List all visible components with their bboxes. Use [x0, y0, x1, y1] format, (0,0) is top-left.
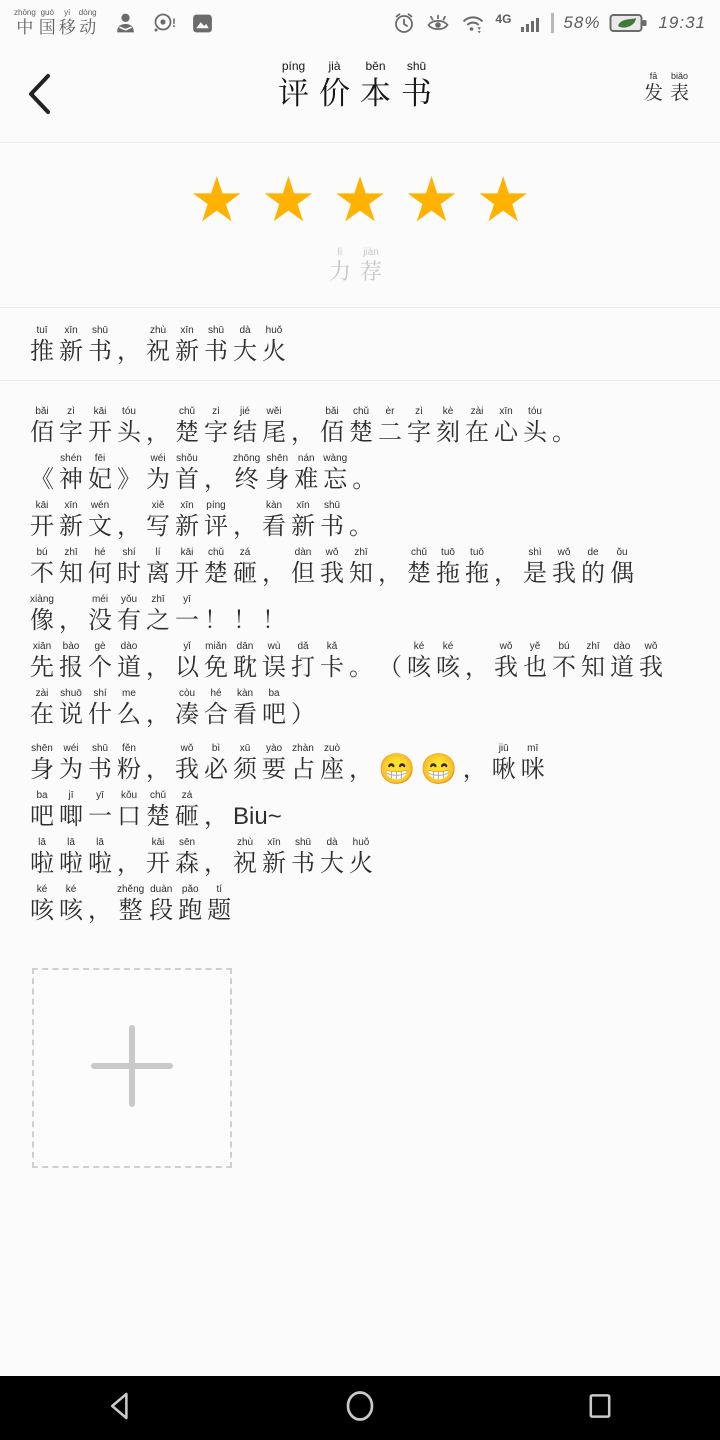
char-token: tuō 拖	[436, 547, 460, 587]
star-icon[interactable]: ★	[332, 166, 388, 235]
char-token: yī 一	[175, 594, 199, 634]
char-token: chǔ 楚	[204, 547, 228, 587]
char-token: còu 凑	[175, 688, 199, 728]
char-token: ，	[146, 756, 170, 783]
char-token: zhī 知	[59, 547, 83, 587]
star-icon[interactable]: ★	[189, 166, 245, 235]
char-token: ，	[117, 513, 141, 540]
nav-back-button[interactable]	[0, 1389, 240, 1428]
char-token: ，	[494, 560, 518, 587]
review-text-line	[30, 789, 696, 832]
star-icon[interactable]: ★	[260, 166, 317, 235]
char-token: 《	[30, 466, 54, 493]
char-token: zhù 祝	[146, 325, 170, 365]
char-token: tuō 拖	[465, 547, 489, 587]
gallery-icon	[190, 11, 215, 36]
char-token: gè 个	[88, 641, 112, 681]
char-token: mī 咪	[520, 743, 545, 783]
recents-square-icon	[583, 1389, 617, 1428]
char-token: 。	[552, 419, 576, 446]
char-token: ，	[465, 654, 489, 681]
char-token: kāi 开	[175, 547, 199, 587]
char-token: me 么	[117, 688, 141, 728]
char-token: yǐ 以	[175, 641, 199, 681]
char-token: lì 力	[328, 247, 351, 284]
android-nav-bar	[0, 1376, 720, 1440]
char-token: shū 书	[401, 59, 432, 111]
char-token: fěn 粉	[117, 743, 141, 783]
star-icon[interactable]: ★	[403, 166, 460, 235]
char-token: píng 评	[204, 500, 228, 540]
status-bar	[0, 0, 720, 46]
add-photo-button[interactable]	[32, 968, 232, 1168]
char-token: tóu 头	[523, 406, 547, 446]
char-token: zì 字	[59, 406, 83, 446]
home-circle-icon	[342, 1388, 378, 1429]
char-token: shǒu 首	[175, 453, 199, 493]
char-token: lā 啦	[88, 837, 112, 877]
char-token: ，	[146, 701, 170, 728]
char-token: wéi 为	[59, 743, 83, 783]
status-bar-right	[392, 11, 706, 35]
publish-button[interactable]	[644, 70, 696, 106]
char-token: shēn 身	[265, 453, 290, 493]
char-token: ba 吧	[30, 790, 54, 830]
wifi-icon	[460, 11, 486, 35]
char-token: zhī 知	[581, 641, 605, 681]
char-token: dà 大	[320, 837, 344, 877]
char-token: ！	[204, 607, 228, 634]
review-text-line	[30, 883, 696, 926]
char-token: xīn 新	[262, 837, 286, 877]
rating-label	[0, 247, 720, 285]
review-text-line	[30, 546, 696, 589]
char-token: shū 书	[88, 743, 112, 783]
char-token: yào 要	[262, 743, 286, 783]
char-token: ，	[204, 850, 228, 877]
char-token: nán 难	[294, 453, 319, 493]
char-token: ké 咳	[59, 884, 83, 924]
char-token: wěi 尾	[262, 406, 286, 446]
char-token: shū 书	[88, 325, 112, 365]
plus-icon	[86, 1020, 178, 1117]
char-token: xīn 新	[59, 500, 83, 540]
carrier-label	[14, 8, 100, 38]
char-token: dǎ 打	[291, 641, 315, 681]
char-token: shēn 身	[30, 743, 54, 783]
char-token: chǔ 楚	[349, 406, 373, 446]
char-token: běn 本	[360, 59, 391, 111]
char-token: zá 砸	[233, 547, 257, 587]
char-token: kǒu 口	[117, 790, 141, 830]
char-token: chǔ 楚	[146, 790, 170, 830]
back-triangle-icon	[103, 1389, 137, 1428]
review-title-input[interactable]	[30, 324, 692, 367]
char-token: zhù 祝	[233, 837, 257, 877]
char-token: jiū 啾	[491, 743, 516, 783]
char-token: bào 报	[59, 641, 83, 681]
review-text-line	[30, 405, 696, 448]
char-token: fēi 妃	[88, 453, 112, 493]
review-body-input[interactable]	[0, 381, 720, 926]
page-title	[278, 58, 442, 114]
char-token: zì 字	[204, 406, 228, 446]
char-token: kāi 开	[146, 837, 170, 877]
char-token: jià 价	[319, 59, 350, 111]
char-token: shí 什	[88, 688, 112, 728]
review-text-line	[30, 640, 696, 683]
char-token: guó 国	[38, 8, 56, 37]
char-token: zá 砸	[175, 790, 199, 830]
char-token: yě 也	[523, 641, 547, 681]
char-token: yí 移	[58, 8, 76, 37]
char-token: duàn 段	[149, 884, 174, 924]
notification-icon	[151, 10, 177, 36]
review-text-line	[30, 593, 696, 636]
char-token: dòng 动	[78, 8, 97, 37]
review-text-line	[30, 742, 696, 785]
status-bar-left	[14, 8, 215, 38]
char-token: bǎi 佰	[30, 406, 54, 446]
char-token: 😁	[378, 753, 416, 786]
nav-home-button[interactable]	[240, 1388, 480, 1429]
char-token: zì 字	[407, 406, 431, 446]
char-token: zhōng 终	[233, 453, 261, 493]
char-token: ，	[378, 560, 402, 587]
reader-app-icon	[113, 11, 138, 36]
char-token: wǒ 我	[320, 547, 344, 587]
char-token: tí 题	[207, 884, 232, 924]
char-token: méi 没	[88, 594, 112, 634]
battery-percent: 58%	[563, 13, 601, 32]
char-token: dà 大	[233, 325, 257, 365]
char-token: yǒu 有	[117, 594, 141, 634]
char-token: zhōng 中	[14, 8, 36, 37]
review-text-line	[30, 452, 696, 495]
char-token: ，	[146, 654, 170, 681]
char-token: ）	[291, 701, 315, 728]
char-token: zhěng 整	[117, 884, 145, 924]
char-token: ké 咳	[407, 641, 431, 681]
char-token: chǔ 楚	[407, 547, 431, 587]
char-token: ǒu 偶	[610, 547, 634, 587]
char-token: ké 咳	[436, 641, 460, 681]
title-section	[0, 308, 720, 381]
char-token: xiān 先	[30, 641, 54, 681]
char-token: ，	[462, 756, 487, 783]
char-token: shí 时	[117, 547, 141, 587]
char-token: ，	[59, 607, 83, 634]
char-token: píng 评	[278, 59, 309, 111]
char-token: 。	[349, 654, 373, 681]
char-token: tuī 推	[30, 325, 54, 365]
alarm-icon	[392, 11, 416, 35]
nav-recents-button[interactable]	[480, 1389, 720, 1428]
char-token: biǎo 表	[669, 71, 689, 104]
char-token: ，	[204, 466, 228, 493]
status-divider	[551, 13, 554, 33]
char-token: ，	[88, 897, 112, 924]
char-token: wǒ 我	[175, 743, 199, 783]
char-token: yī 一	[88, 790, 112, 830]
char-token: shuō 说	[59, 688, 83, 728]
review-text-line	[30, 687, 696, 730]
char-token: shū 书	[320, 500, 344, 540]
char-token: xīn 新	[291, 500, 315, 540]
char-token: wàng 忘	[323, 453, 348, 493]
char-token: ，	[117, 338, 141, 365]
char-token: hé 合	[204, 688, 228, 728]
review-text-line	[30, 836, 696, 879]
char-token: wǒ 我	[639, 641, 663, 681]
char-token: jiàn 荐	[360, 247, 383, 284]
char-token: xīn 新	[59, 325, 83, 365]
char-token: ！	[233, 607, 257, 634]
char-token: kàn 看	[233, 688, 257, 728]
char-token: ，	[291, 419, 315, 446]
char-token: chǔ 楚	[175, 406, 199, 446]
char-token: 😁	[420, 753, 458, 786]
char-token: wù 误	[262, 641, 286, 681]
char-token: ba 吧	[262, 688, 286, 728]
char-token: dào 道	[610, 641, 634, 681]
char-token: jié 结	[233, 406, 257, 446]
char-token: bú 不	[552, 641, 576, 681]
char-token: huǒ 火	[349, 837, 373, 877]
char-token: kāi 开	[30, 500, 54, 540]
rating-section	[0, 143, 720, 308]
char-token: ，	[233, 513, 257, 540]
char-token: shì 是	[523, 547, 547, 587]
char-token: dào 道	[117, 641, 141, 681]
char-token: wén 文	[88, 500, 112, 540]
star-rating[interactable]	[0, 167, 720, 235]
char-token: lā 啦	[59, 837, 83, 877]
char-token: wéi 为	[146, 453, 170, 493]
battery-icon	[609, 12, 649, 34]
char-token: kāi 开	[88, 406, 112, 446]
char-token: xīn 新	[175, 500, 199, 540]
review-text-line	[30, 499, 696, 542]
char-token: kè 刻	[436, 406, 460, 446]
char-token: de 的	[581, 547, 605, 587]
char-token: xīn 心	[494, 406, 518, 446]
char-token: ké 咳	[30, 884, 54, 924]
char-token: hé 何	[88, 547, 112, 587]
char-token: zài 在	[30, 688, 54, 728]
char-token: 。	[349, 513, 373, 540]
char-token: bì 必	[204, 743, 228, 783]
char-token: ，	[146, 419, 170, 446]
back-button[interactable]	[26, 72, 66, 116]
char-token: xiě 写	[146, 500, 170, 540]
char-token: shū 书	[204, 325, 228, 365]
char-token: shū 书	[291, 837, 315, 877]
char-token: zuò 座	[320, 743, 344, 783]
char-token: 》	[117, 466, 141, 493]
char-token: xīn 新	[175, 325, 199, 365]
char-token: dān 耽	[233, 641, 257, 681]
char-token: bú 不	[30, 547, 54, 587]
char-token: lā 啦	[30, 837, 54, 877]
char-token: 。	[352, 466, 377, 493]
signal-bars-icon	[520, 12, 542, 34]
char-token: zhī 之	[146, 594, 170, 634]
network-type-label: 4G	[495, 12, 512, 26]
char-token: kàn 看	[262, 500, 286, 540]
char-token: miǎn 免	[204, 641, 228, 681]
char-token: zhàn 占	[291, 743, 315, 783]
char-token: ，	[204, 803, 228, 830]
char-token: （	[378, 654, 402, 681]
eye-protection-icon	[425, 11, 451, 35]
char-token: ，	[349, 756, 373, 783]
star-icon[interactable]: ★	[475, 166, 531, 235]
char-token: bǎi 佰	[320, 406, 344, 446]
char-token: ！	[262, 607, 286, 634]
char-token: lí 离	[146, 547, 170, 587]
char-token: ，	[262, 560, 286, 587]
char-token: pǎo 跑	[178, 884, 203, 924]
char-token: wǒ 我	[494, 641, 518, 681]
char-token: ，	[117, 850, 141, 877]
char-token: shén 神	[59, 453, 83, 493]
char-token: xū 须	[233, 743, 257, 783]
char-token: zhī 知	[349, 547, 373, 587]
clock-time: 19:31	[658, 13, 706, 32]
char-token: zài 在	[465, 406, 489, 446]
char-token: huǒ 火	[262, 325, 286, 365]
char-token: kǎ 卡	[320, 641, 344, 681]
char-token: wǒ 我	[552, 547, 576, 587]
char-token: dàn 但	[291, 547, 315, 587]
char-token: Biu~	[233, 803, 282, 830]
char-token: èr 二	[378, 406, 402, 446]
char-token: fā 发	[643, 71, 663, 104]
svg-text:!: !	[171, 16, 176, 30]
header	[0, 46, 720, 143]
char-token: tóu 头	[117, 406, 141, 446]
char-token: jī 唧	[59, 790, 83, 830]
char-token: sēn 森	[175, 837, 199, 877]
char-token: xiàng 像	[30, 594, 54, 634]
